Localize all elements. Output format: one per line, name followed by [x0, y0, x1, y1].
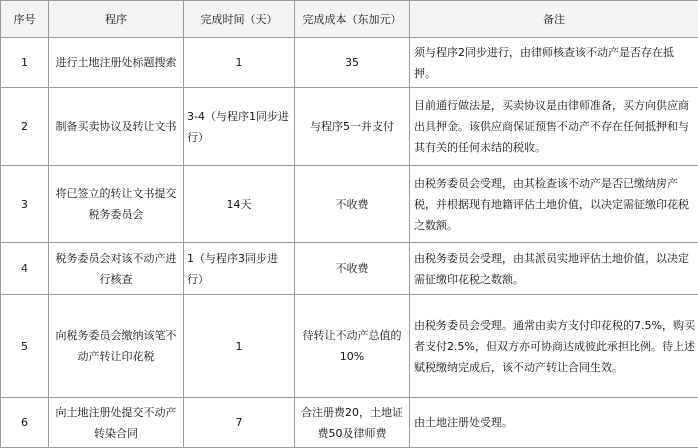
time-cell: 14天: [184, 166, 295, 243]
row-number: 2: [1, 88, 49, 166]
note-cell: 由土地注册处受理。: [410, 398, 698, 448]
procedure-cell: 将已签立的转让文书提交税务委员会: [49, 166, 184, 243]
header-procedure: 程序: [49, 1, 184, 38]
procedure-cell: 制备买卖协议及转让文书: [49, 88, 184, 166]
table-row: [1, 243, 698, 295]
row-number: 4: [1, 243, 49, 295]
note-cell: 由税务委员会受理，由其检查该不动产是否已缴纳房产税，并根据现有地籍评估土地价值，以决定需征缴印花税之数额。: [410, 166, 698, 243]
note-cell: 须与程序2同步进行，由律师核查该不动产是否存在抵押。: [410, 38, 698, 88]
header-row: [1, 1, 698, 38]
note-cell: 由税务委员会受理，由其派员实地评估土地价值，以决定需征缴印花税之数额。: [410, 243, 698, 295]
procedure-cell: 向土地注册处提交不动产转染合同: [49, 398, 184, 448]
procedure-cell: 向税务委员会缴纳该笔不动产转让印花税: [49, 295, 184, 398]
table-row: [1, 398, 698, 448]
row-number: 1: [1, 38, 49, 88]
header-time: 完成时间（天）: [184, 1, 295, 38]
time-cell: 1: [184, 38, 295, 88]
cost-cell: 合注册费20，土地证费50及律师费: [295, 398, 410, 448]
header-note: 备注: [410, 1, 698, 38]
table-row: [1, 295, 698, 398]
procedure-cell: 税务委员会对该不动产进行核查: [49, 243, 184, 295]
note-cell: 目前通行做法是，买卖协议是由律师准备，买方向供应商出具押金。该供应商保证预售不动产不存在任何抵押和与其有关的任何未结的税收。: [410, 88, 698, 166]
note-cell: 由税务委员会受理。通常由卖方支付印花税的7.5%，购买者支付2.5%，但双方亦可协商达成彼此承担比例。待上述赋税缴纳完成后，该不动产转让合同生效。: [410, 295, 698, 398]
header-no: 序号: [1, 1, 49, 38]
cost-cell: 不收费: [295, 243, 410, 295]
row-number: 3: [1, 166, 49, 243]
time-cell: 1: [184, 295, 295, 398]
table-row: [1, 166, 698, 243]
time-cell: 3-4（与程序1同步进行）: [184, 88, 295, 166]
cost-cell: 待转让不动产总值的10%: [295, 295, 410, 398]
cost-cell: 与程序5一并支付: [295, 88, 410, 166]
time-cell: 7: [184, 398, 295, 448]
cost-cell: 不收费: [295, 166, 410, 243]
cost-cell: 35: [295, 38, 410, 88]
row-number: 6: [1, 398, 49, 448]
header-cost: 完成成本（东加元）: [295, 1, 410, 38]
procedure-cell: 进行土地注册处标题搜索: [49, 38, 184, 88]
table-row: [1, 88, 698, 166]
table-row: [1, 38, 698, 88]
time-cell: 1（与程序3同步进行）: [184, 243, 295, 295]
row-number: 5: [1, 295, 49, 398]
